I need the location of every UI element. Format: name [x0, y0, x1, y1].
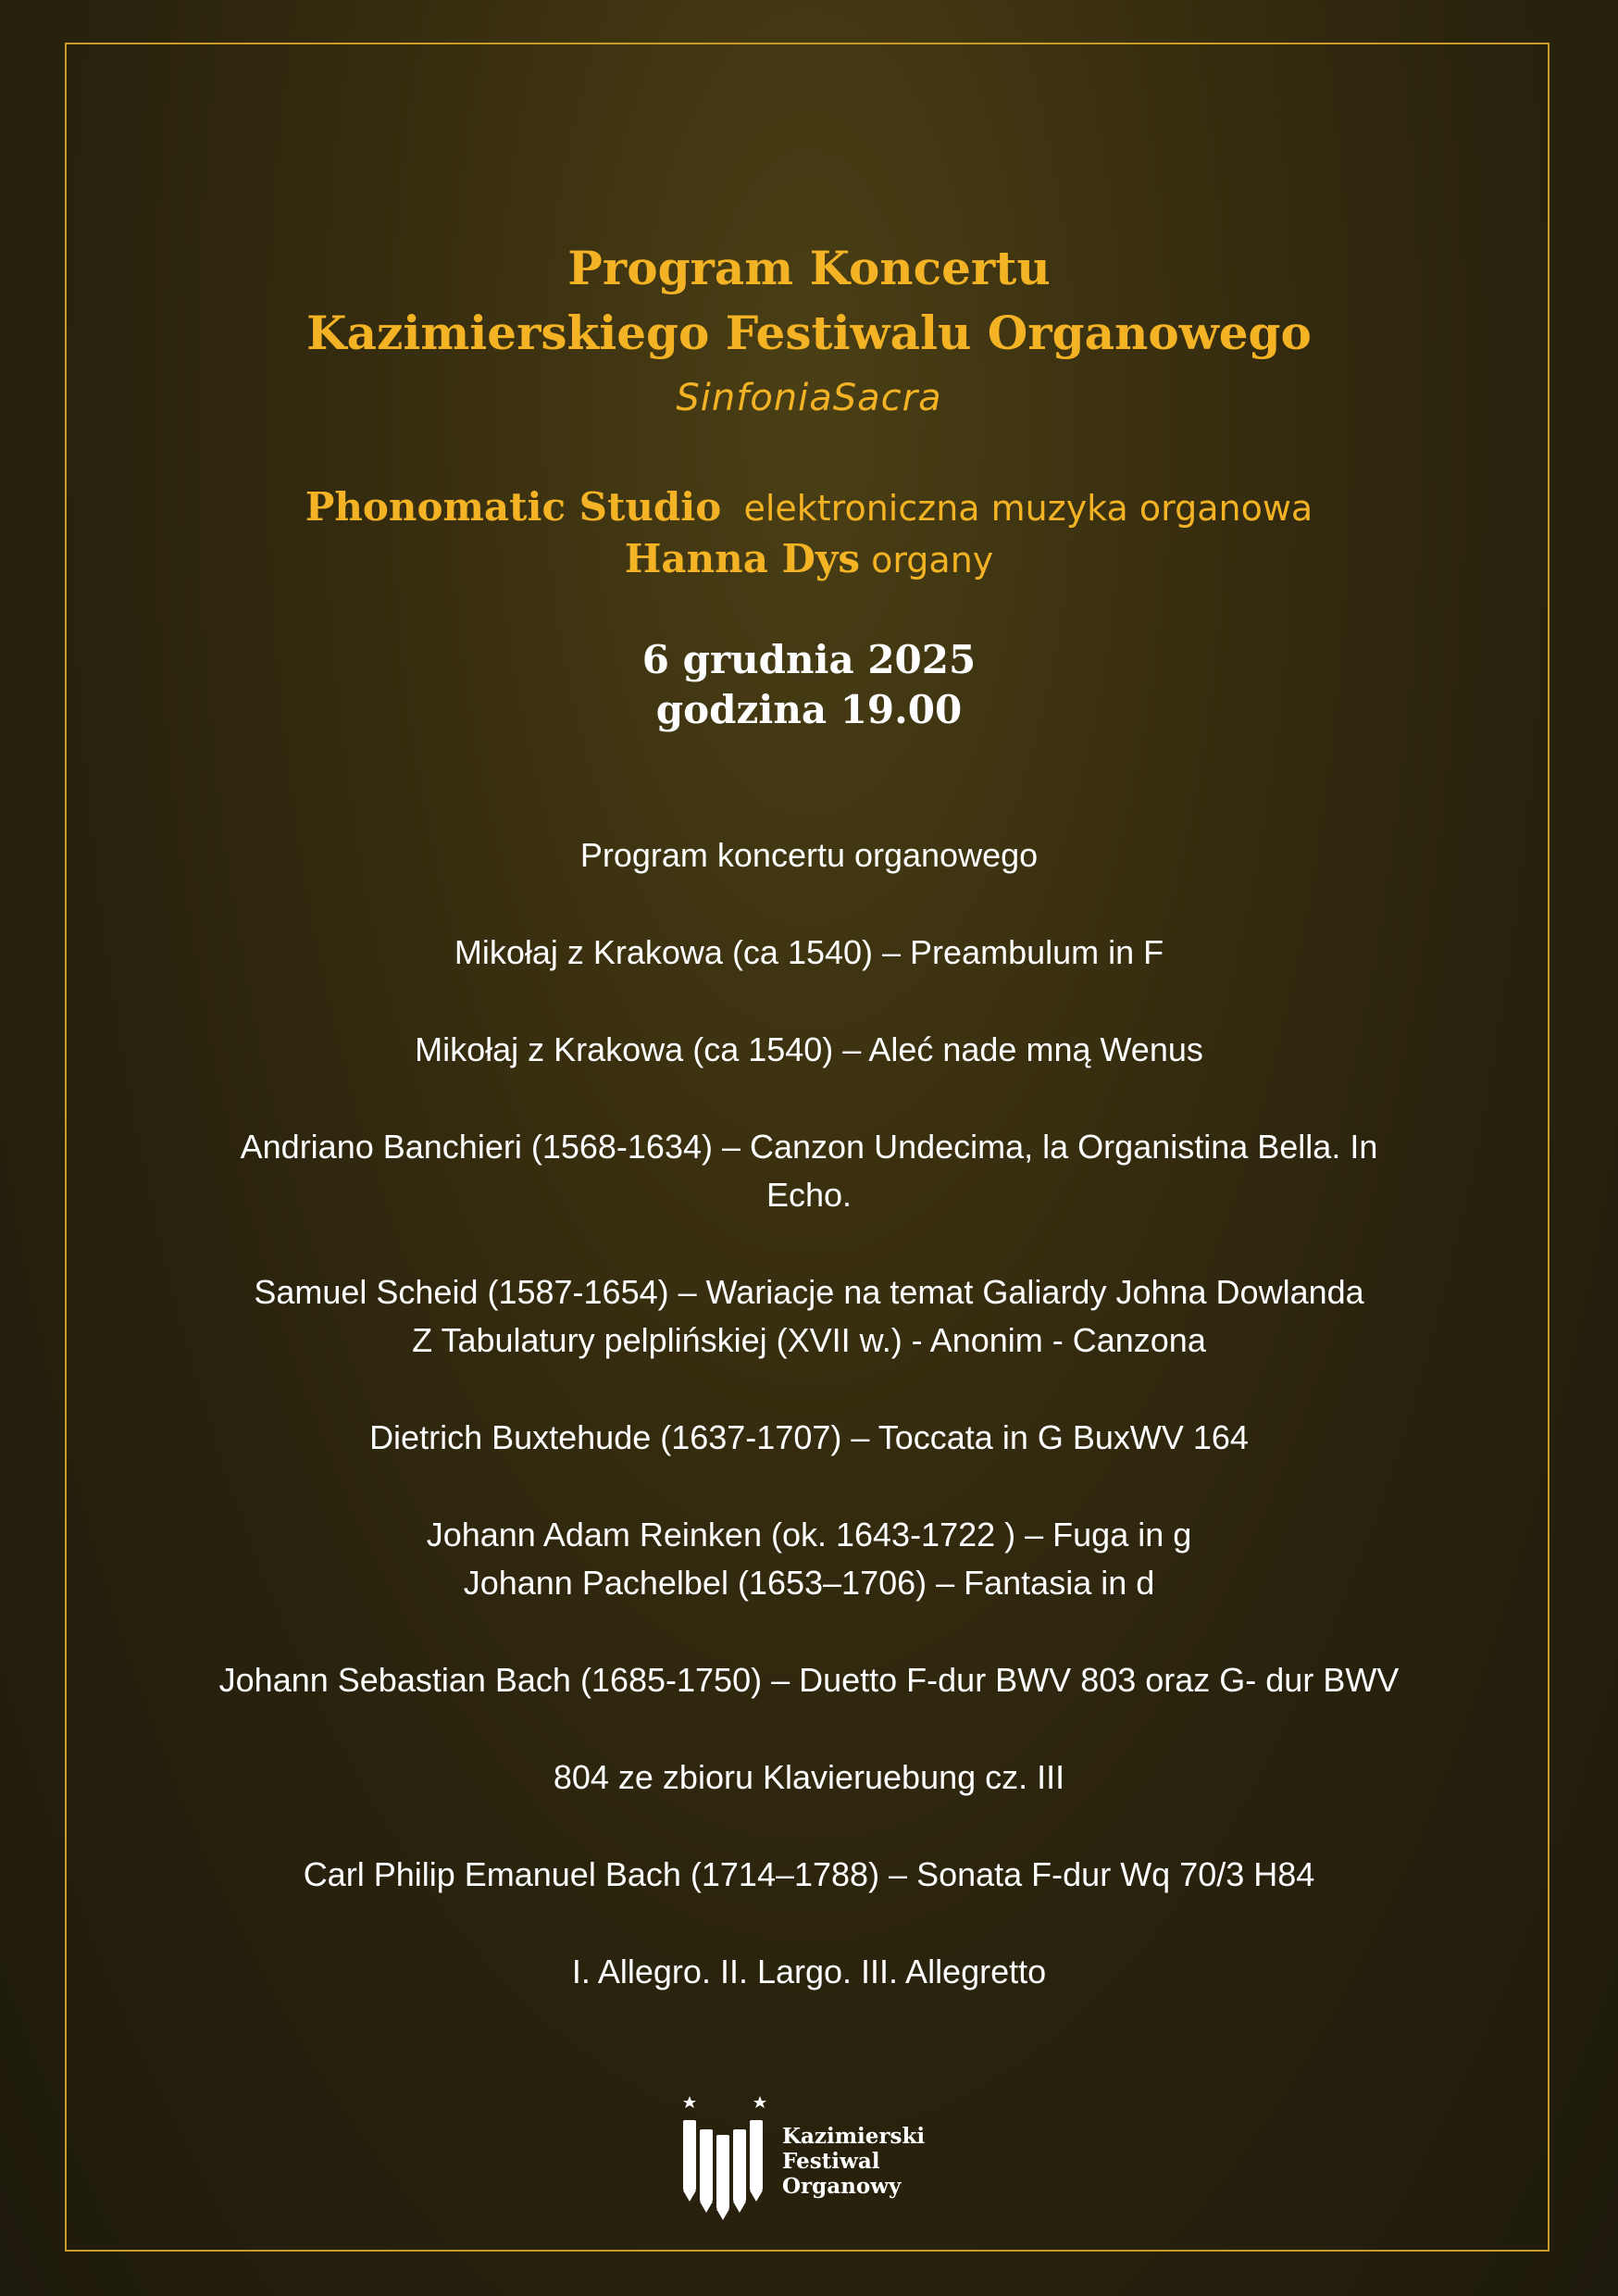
- performer-2-name: Hanna Dys: [624, 536, 860, 581]
- event-date: 6 grudnia 2025: [641, 637, 977, 682]
- program-item: Andriano Banchieri (1568-1634) – Canzon Undecima, la Organistina Bella. In: [240, 1128, 1378, 1166]
- program-item: Johann Adam Reinken (ok. 1643-1722 ) – Fuga in g: [426, 1516, 1192, 1554]
- festival-logo: [676, 2094, 953, 2224]
- title-line-1: Program Koncertu: [567, 241, 1051, 295]
- program-item: Johann Sebastian Bach (1685-1750) – Duetto F-dur BWV 803 oraz G- dur BWV: [218, 1661, 1400, 1699]
- event-time: godzina 19.00: [655, 687, 963, 732]
- logo-line-2: Festiwal: [782, 2149, 880, 2174]
- program-item: Dietrich Buxtehude (1637-1707) – Toccata in G BuxWV 164: [369, 1418, 1249, 1456]
- program-item: Carl Philip Emanuel Bach (1714–1788) – Sonata F-dur Wq 70/3 H84: [303, 1855, 1315, 1893]
- organ-pipes-icon: [676, 2094, 778, 2224]
- logo-line-1: Kazimierski: [782, 2124, 926, 2149]
- program-item: Z Tabulatury pelplińskiej (XVII w.) - Anonim - Canzona: [412, 1321, 1206, 1359]
- performer-1: [0, 481, 1618, 534]
- program-item: Johann Pachelbel (1653–1706) – Fantasia in d: [463, 1564, 1155, 1602]
- logo-line-3: Organowy: [782, 2174, 902, 2199]
- program-heading: Program koncertu organowego: [579, 836, 1039, 874]
- title-line-2: Kazimierskiego Festiwalu Organowego: [306, 306, 1312, 360]
- program-item: Samuel Scheid (1587-1654) – Wariacje na temat Galiardy Johna Dowlanda: [254, 1273, 1364, 1311]
- performer-2: [0, 533, 1618, 586]
- logo-text: [782, 2124, 925, 2199]
- performer-2-role: organy: [871, 540, 994, 580]
- program-item: 804 ze zbioru Klavieruebung cz. III: [553, 1758, 1065, 1796]
- performer-1-name: Phonomatic Studio: [305, 484, 722, 530]
- subtitle-sinfonia-sacra: SinfoniaSacra: [676, 377, 942, 419]
- program-item: I. Allegro. II. Largo. III. Allegretto: [571, 1953, 1047, 1990]
- performer-1-role: elektroniczna muzyka organowa: [743, 488, 1313, 529]
- program-item: Mikołaj z Krakowa (ca 1540) – Aleć nade mną Wenus: [415, 1030, 1203, 1068]
- program-item: Mikołaj z Krakowa (ca 1540) – Preambulum in F: [454, 933, 1164, 971]
- program-item: Echo.: [765, 1176, 853, 1214]
